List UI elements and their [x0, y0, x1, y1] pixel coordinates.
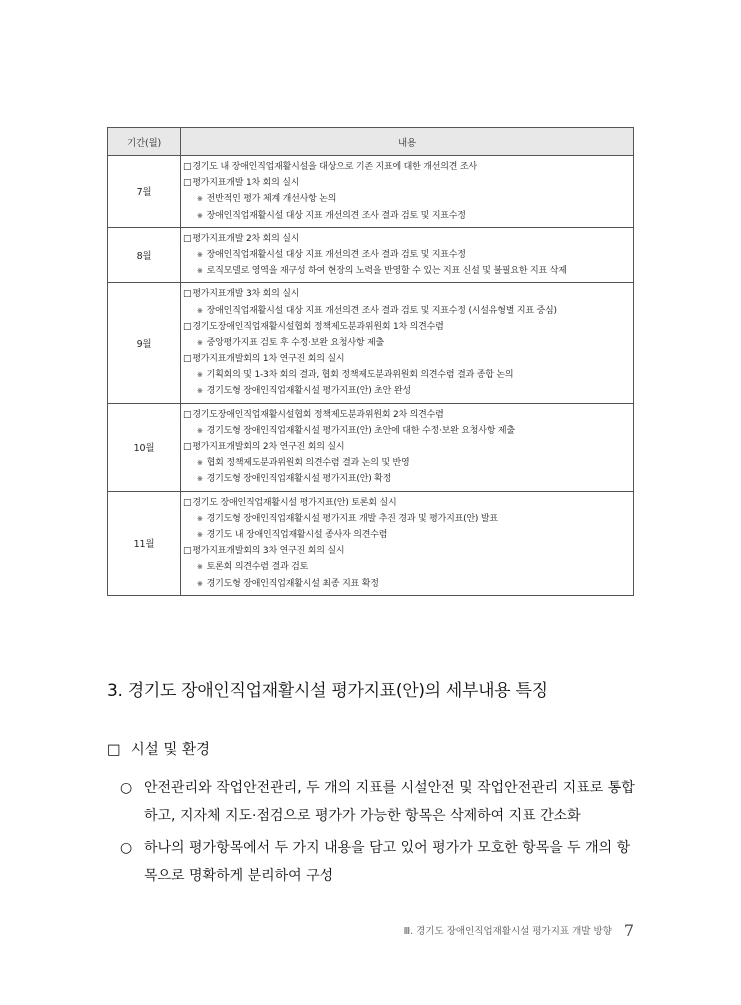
content-cell: [181, 403, 634, 491]
content-subitem: ※ 장애인직업재활시설 대상 지표 개선의견 조사 결과 검토 및 지표수정: [183, 247, 633, 263]
content-subitem: ※ 장애인직업재활시설 대상 지표 개선의견 조사 결과 검토 및 지표수정: [183, 208, 633, 224]
month-cell: 8월: [108, 227, 181, 283]
content-item: □ 경기도 장애인직업재활시설 평가지표(안) 토론회 실시: [183, 495, 633, 511]
table-row: [108, 283, 634, 403]
table-row: [108, 227, 634, 283]
month-cell: 7월: [108, 156, 181, 228]
content-item: □ 경기도 내 장애인직업재활시설을 대상으로 기존 지표에 대한 개선의견 조사: [183, 159, 633, 175]
content-item: □ 평가지표개발 3차 회의 실시: [183, 286, 633, 302]
content-subitem: ※ 기획회의 및 1-3차 회의 결과, 협회 정책제도분과위원회 의견수렴 결과 종합 논의: [183, 367, 633, 383]
table-header-row: [108, 128, 634, 156]
table-row: [108, 403, 634, 491]
content-item: □ 평가지표개발 1차 회의 실시: [183, 175, 633, 191]
content-subitem: ※ 협회 정책제도분과위원회 의견수렴 결과 논의 및 반영: [183, 455, 633, 471]
month-cell: 10월: [108, 403, 181, 491]
content-subitem: ※ 경기도 내 장애인직업재활시설 종사자 의견수렴: [183, 527, 633, 543]
section-title: 3. 경기도 장애인직업재활시설 평가지표(안)의 세부내용 특징: [107, 681, 548, 701]
content-subitem: ※ 경기도형 장애인직업재활시설 평가지표 개발 추진 경과 및 평가지표(안) 발표: [183, 511, 633, 527]
content-subitem: ※ 장애인직업재활시설 대상 지표 개선의견 조사 결과 검토 및 지표수정 (시설유형별 지표 중심): [183, 303, 633, 319]
table-row: [108, 156, 634, 228]
content-item: □ 평가지표개발회의 3차 연구진 회의 실시: [183, 543, 633, 559]
content-subitem: ※ 경기도형 장애인직업재활시설 최종 지표 확정: [183, 576, 633, 592]
content-subitem: ※ 토론회 의견수렴 결과 검토: [183, 559, 633, 575]
content-item: □ 경기도장애인직업재활시설협회 정책제도분과위원회 2차 의견수렴: [183, 407, 633, 423]
content-subitem: ※ 전반적인 평가 체계 개선사항 논의: [183, 191, 633, 207]
content-subitem: ※ 경기도형 장애인직업재활시설 평가지표(안) 초안에 대한 수정·보완 요청사항 제출: [183, 423, 633, 439]
content-item: □ 평가지표개발회의 2차 연구진 회의 실시: [183, 439, 633, 455]
content-subitem: ※ 로직모델로 영역을 재구성 하여 현장의 노력을 반영할 수 있는 지표 신설 및 불필요한 지표 삭제: [183, 263, 633, 279]
content-cell: [181, 227, 634, 283]
table-row: [108, 491, 634, 595]
content-cell: [181, 156, 634, 228]
bullet-text: 안전관리와 작업안전관리, 두 개의 지표를 시설안전 및 작업안전관리 지표로 통합하고, 지자체 지도·점검으로 평가가 가능한 항목은 삭제하여 지표 간소화: [144, 780, 635, 824]
content-subitem: ※ 중앙평가지표 검토 후 수정·보완 요청사항 제출: [183, 335, 633, 351]
schedule-table: [107, 127, 634, 596]
bullet-item: [120, 774, 640, 830]
circle-bullet-icon: ○: [120, 840, 133, 856]
content-subitem: ※ 경기도형 장애인직업재활시설 평가지표(안) 초안 완성: [183, 383, 633, 399]
content-cell: [181, 491, 634, 595]
month-cell: 9월: [108, 283, 181, 403]
content-item: □ 경기도장애인직업재활시설협회 정책제도분과위원회 1차 의견수렴: [183, 319, 633, 335]
footer-chapter: Ⅲ. 경기도 장애인직업재활시설 평가지표 개발 방향: [403, 926, 612, 937]
content-subitem: ※ 경기도형 장애인직업재활시설 평가지표(안) 확정: [183, 471, 633, 487]
bullet-item: [120, 834, 640, 890]
table-body: [108, 156, 634, 596]
page-number: 7: [623, 921, 634, 940]
content-item: □ 평가지표개발회의 1차 연구진 회의 실시: [183, 351, 633, 367]
header-period: 기간(월): [108, 128, 181, 156]
header-content: 내용: [181, 128, 634, 156]
bullet-text: 하나의 평가항목에서 두 가지 내용을 담고 있어 평가가 모호한 항목을 두 개의 항목으로 명확하게 분리하여 구성: [144, 840, 631, 884]
circle-bullet-icon: ○: [120, 780, 133, 796]
content-item: □ 평가지표개발 2차 회의 실시: [183, 231, 633, 247]
sub-heading: [107, 738, 210, 759]
content-cell: [181, 283, 634, 403]
page-footer: [404, 921, 634, 940]
checkbox-square-icon: □: [107, 742, 121, 758]
month-cell: 11월: [108, 491, 181, 595]
sub-heading-text: 시설 및 환경: [130, 742, 210, 758]
